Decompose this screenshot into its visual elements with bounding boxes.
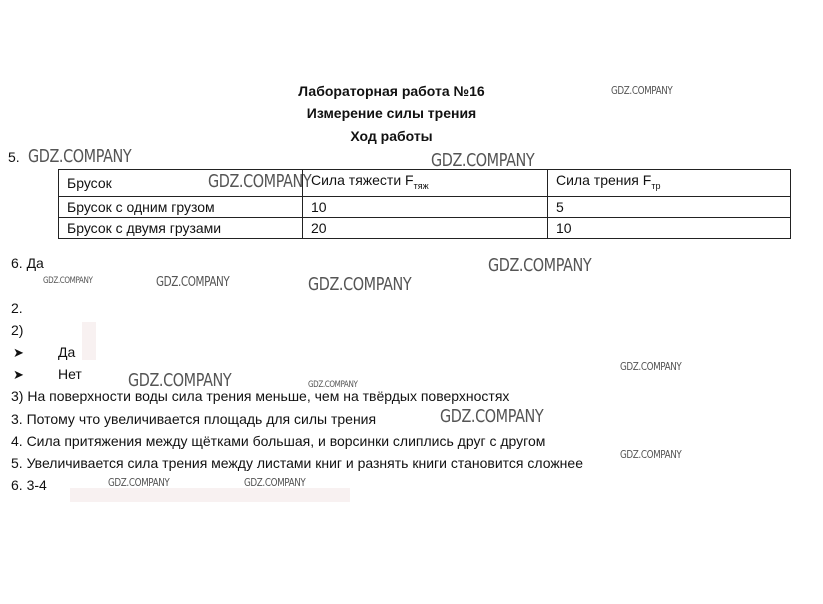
- option-yes: Да: [58, 344, 76, 360]
- task-5-label: 5.: [8, 149, 20, 165]
- arrowhead-bullet-icon: ➤: [13, 367, 24, 382]
- watermark: GDZ.COMPANY: [43, 276, 93, 286]
- watermark: GDZ.COMPANY: [488, 255, 592, 276]
- smudge: [82, 322, 96, 360]
- watermark: GDZ.COMPANY: [620, 448, 682, 461]
- answer-2: 2.: [11, 300, 23, 316]
- watermark: GDZ.COMPANY: [244, 476, 306, 489]
- table-cell: 10: [548, 217, 791, 238]
- table-row: [59, 217, 791, 238]
- table-cell: 20: [303, 217, 548, 238]
- watermark: GDZ.COMPANY: [28, 146, 132, 167]
- procedure-heading: Ход работы: [350, 128, 433, 144]
- watermark: GDZ.COMPANY: [208, 171, 312, 192]
- watermark: GDZ.COMPANY: [620, 360, 682, 373]
- watermark: GDZ.COMPANY: [308, 274, 412, 295]
- watermark: GDZ.COMPANY: [308, 380, 358, 390]
- watermark: GDZ.COMPANY: [611, 84, 673, 97]
- results-table: [58, 169, 791, 239]
- answer-3: 3. Потому что увеличивается площадь для силы трения: [11, 411, 377, 427]
- arrowhead-bullet-icon: ➤: [13, 345, 24, 360]
- watermark: GDZ.COMPANY: [431, 150, 535, 171]
- answer-6: 6. Да: [11, 255, 44, 271]
- header-cell: Брусок: [59, 170, 303, 197]
- table-cell: Брусок с двумя грузами: [59, 217, 303, 238]
- answer-5: 5. Увеличивается сила трения между листами книг и разнять книги становится сложнее: [11, 455, 583, 471]
- answer-6b: 6. 3-4: [11, 477, 47, 493]
- lab-title: Лабораторная работа №16: [298, 83, 485, 99]
- table-cell: 10: [303, 196, 548, 217]
- table-header-row: [59, 170, 791, 197]
- header-cell-text: Сила трения F: [556, 172, 652, 188]
- subscript: тр: [651, 180, 661, 191]
- watermark: GDZ.COMPANY: [108, 476, 170, 489]
- watermark: GDZ.COMPANY: [440, 406, 544, 427]
- header-cell: [548, 170, 791, 197]
- header-cell: [303, 170, 548, 197]
- answer-3-paren: 3) На поверхности воды сила трения меньше, чем на твёрдых поверхностях: [11, 388, 510, 404]
- watermark: GDZ.COMPANY: [128, 370, 232, 391]
- watermark: GDZ.COMPANY: [156, 275, 230, 290]
- subscript: тяж: [413, 180, 429, 191]
- answer-4: 4. Сила притяжения между щётками большая, и ворсинки слиплись друг с другом: [11, 433, 546, 449]
- header-cell-text: Сила тяжести F: [311, 172, 414, 188]
- table-cell: 5: [548, 196, 791, 217]
- smudge: [70, 488, 350, 502]
- table-cell: Брусок с одним грузом: [59, 196, 303, 217]
- option-no: Нет: [58, 366, 82, 382]
- table-row: [59, 196, 791, 217]
- answer-2-paren: 2): [11, 322, 24, 338]
- lab-subtitle: Измерение силы трения: [306, 105, 477, 121]
